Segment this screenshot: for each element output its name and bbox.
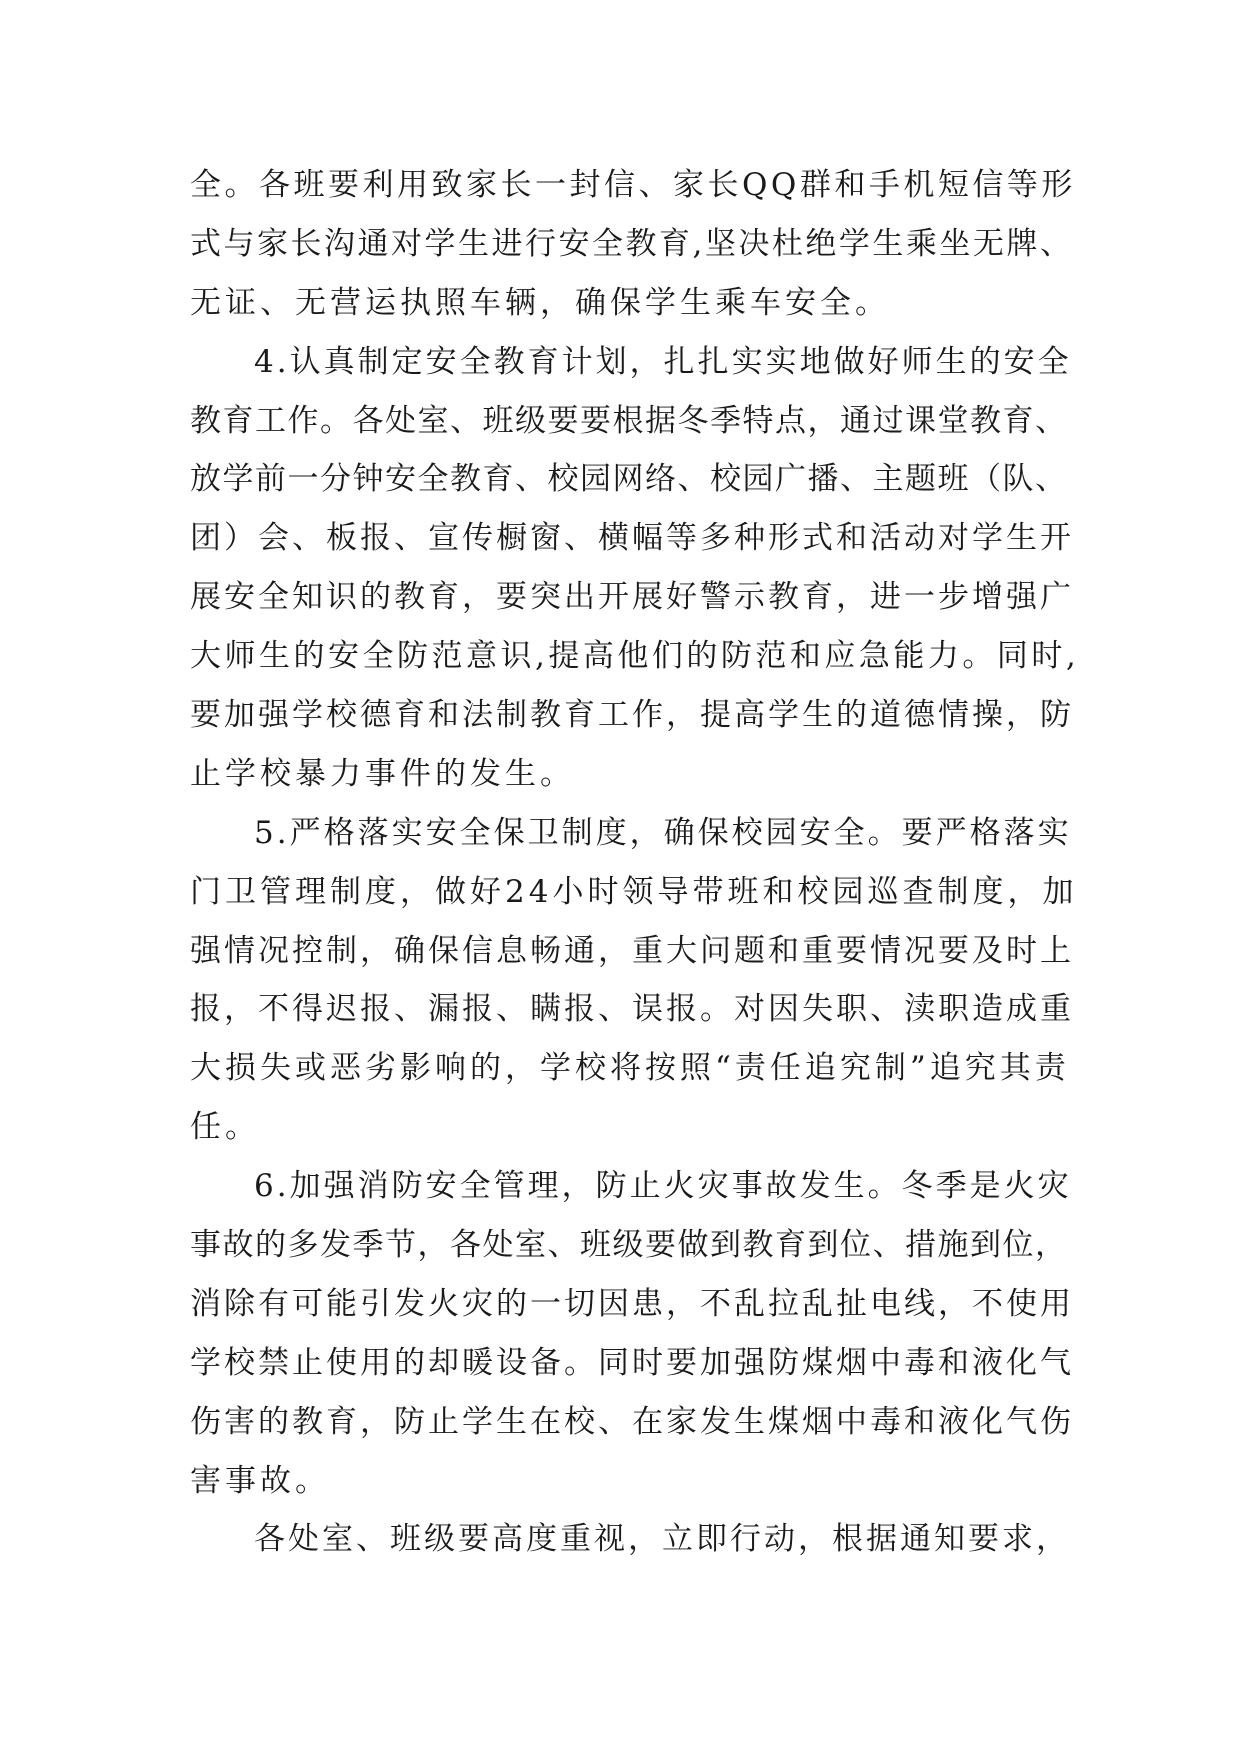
text-line: 事故的多发季节，各处室、班级要做到教育到位、措施到位， bbox=[190, 1227, 1068, 1264]
text-line: 学校禁止使用的却暖设备。同时要加强防煤烟中毒和液化气 bbox=[190, 1344, 1074, 1381]
text-line: 全。各班要利用致家长一封信、家长QQ群和手机短信等形 bbox=[190, 167, 1076, 203]
text-line: 门卫管理制度，做好24小时领导带班和校园巡查制度，加 bbox=[190, 873, 1078, 910]
paragraph-start-line: 6.加强消防安全管理，防止火灾事故发生。冬季是火灾 bbox=[254, 1168, 1072, 1205]
text-line: 展安全知识的教育，要突出开展好警示教育，进一步增强广 bbox=[190, 579, 1074, 616]
text-line: 止学校暴力事件的发生。 bbox=[190, 755, 575, 792]
text-line: 伤害的教育，防止学生在校、在家发生煤烟中毒和液化气伤 bbox=[190, 1403, 1074, 1440]
text-line: 强情况控制，确保信息畅通，重大问题和重要情况要及时上 bbox=[190, 932, 1074, 969]
paragraph-start-line: 各处室、班级要高度重视，立即行动，根据通知要求， bbox=[254, 1521, 1070, 1558]
text-line: 大师生的安全防范意识,提高他们的防范和应急能力。同时, bbox=[190, 638, 1080, 675]
text-line: 消除有可能引发火灾的一切因患，不乱拉乱扯电线，不使用 bbox=[190, 1285, 1074, 1322]
text-line: 大损失或恶劣影响的，学校将按照“责任追究制”追究其责 bbox=[190, 1050, 1070, 1087]
text-line: 无证、无营运执照车辆，确保学生乘车安全。 bbox=[190, 284, 890, 321]
text-line: 害事故。 bbox=[190, 1462, 330, 1499]
body-text bbox=[190, 156, 1080, 1569]
paragraph-start-line: 4.认真制定安全教育计划，扎扎实实地做好师生的安全 bbox=[254, 343, 1072, 380]
text-line: 要加强学校德育和法制教育工作，提高学生的道德情操，防 bbox=[190, 697, 1074, 734]
text-line: 放学前一分钟安全教育、校园网络、校园广播、主题班（队、 bbox=[190, 461, 1068, 498]
text-line: 任。 bbox=[190, 1109, 260, 1146]
text-line: 报，不得迟报、漏报、瞒报、误报。对因失职、渎职造成重 bbox=[190, 991, 1074, 1028]
text-line: 教育工作。各处室、班级要要根据冬季特点，通过课堂教育、 bbox=[190, 402, 1068, 439]
text-line: 团）会、板报、宣传橱窗、横幅等多种形式和活动对学生开 bbox=[190, 520, 1074, 557]
text-line: 式与家长沟通对学生进行安全教育,坚决杜绝学生乘坐无牌、 bbox=[190, 225, 1074, 262]
paragraph-start-line: 5.严格落实安全保卫制度，确保校园安全。要严格落实 bbox=[254, 814, 1072, 851]
